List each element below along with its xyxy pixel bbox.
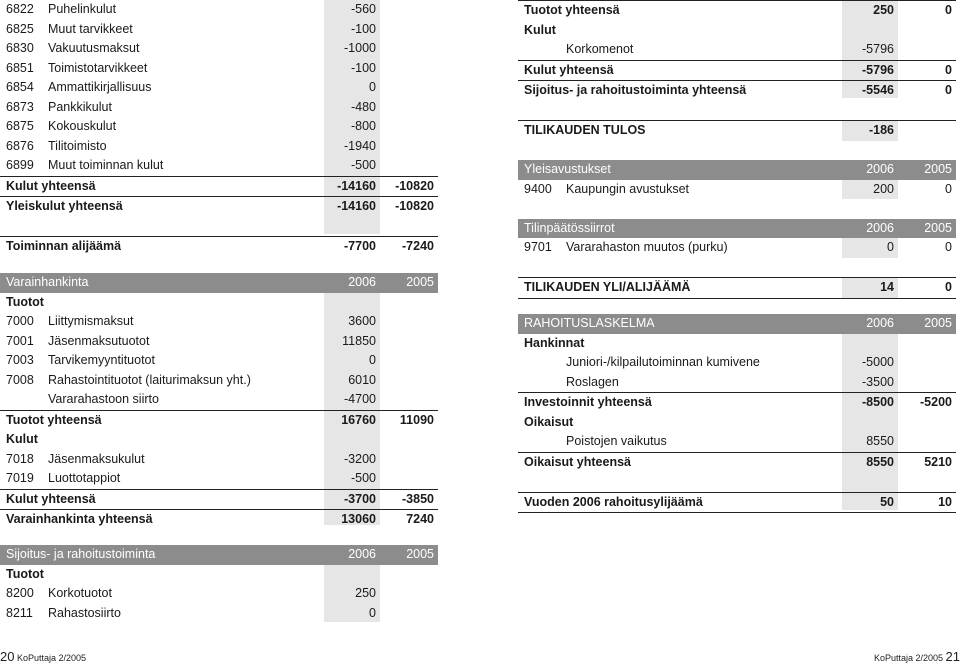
section-title: Yleisavustukset: [524, 162, 611, 176]
footer-left: [0, 649, 86, 664]
value-2006: 0: [369, 605, 376, 620]
value-2006: -5000: [862, 355, 894, 369]
row-label: Tuotot yhteensä: [524, 3, 620, 17]
expense-row: [0, 0, 438, 20]
left-expenses-table: [0, 0, 438, 257]
row-label: TILIKAUDEN TULOS: [524, 123, 646, 137]
value-2006: -100: [350, 60, 376, 75]
value-2006: 11850: [342, 333, 376, 348]
value-2006: -800: [350, 119, 376, 133]
tilinpaatossiirrot-row: [518, 238, 956, 258]
oikaisut-label-row: [518, 413, 956, 433]
value-2006: -100: [350, 21, 376, 36]
account-code: 7001: [6, 333, 34, 348]
year-2005: 2005: [924, 220, 952, 235]
row-name: Rahastointituotot (laiturimaksun yht.): [48, 372, 251, 387]
row-name: Kokouskulut: [48, 119, 117, 133]
account-code: 7008: [6, 372, 34, 387]
yleisavustukset-header: [518, 160, 956, 180]
tuotot-row: [0, 312, 438, 332]
expense-row: [0, 20, 438, 40]
page-number-left: 20: [0, 649, 15, 664]
row-label: TILIKAUDEN YLI/ALIJÄÄMÄ: [524, 280, 691, 294]
value-2006: -3700: [344, 491, 376, 506]
value-2006: -1940: [344, 138, 376, 153]
row-name: Puhelinkulut: [48, 2, 117, 16]
row-label: Tuotot yhteensä: [6, 412, 102, 427]
row-label: Varainhankinta yhteensä: [6, 512, 153, 526]
kulut-yhteensa-row: [518, 60, 956, 81]
footer-right: [874, 649, 960, 664]
hankinta-row: [518, 353, 956, 373]
account-code: 6873: [6, 99, 34, 114]
tilinpaatossiirrot-header: [518, 219, 956, 239]
spacer: [518, 258, 956, 278]
row-name: Tilitoimisto: [48, 138, 107, 153]
year-2005: 2005: [406, 275, 434, 289]
rahoituslaskelma-table: [518, 314, 956, 513]
korkomenot-row: [518, 40, 956, 60]
value-2006: -1000: [344, 41, 376, 55]
section-header: [0, 545, 438, 565]
section-title: Tilinpäätössiirrot: [524, 220, 615, 235]
account-code: 7018: [6, 451, 34, 466]
vuoden-rahoitusylijaama-row: [518, 492, 956, 514]
sijoitus-yhteensa-row: [518, 80, 956, 101]
account-code: 7019: [6, 471, 34, 485]
row-label: Vuoden 2006 rahoitusylijäämä: [524, 494, 703, 509]
spacer: [0, 217, 438, 237]
group-label: Oikaisut: [524, 414, 574, 429]
group-label: Kulut: [6, 432, 38, 446]
row-name: Liittymismaksut: [48, 314, 134, 328]
tuotot-row: [0, 371, 438, 391]
tuotot-label-row: [0, 293, 438, 313]
value-2006: -4700: [344, 392, 376, 406]
value-2005: -5200: [920, 395, 952, 409]
spacer: [518, 101, 956, 121]
row-name: Vararahastoon siirto: [48, 392, 159, 406]
row-label: Investoinnit yhteensä: [524, 395, 652, 409]
account-code: 6830: [6, 41, 34, 55]
tuotot-row: [0, 604, 438, 624]
investoinnit-yhteensa-row: [518, 392, 956, 413]
account-code: 8200: [6, 586, 34, 600]
spacer: [518, 141, 956, 161]
yleisavustukset-row: [518, 180, 956, 200]
section-title: Sijoitus- ja rahoitustoiminta: [6, 547, 156, 561]
expense-row: [0, 39, 438, 59]
oikaisu-row: [518, 432, 956, 452]
group-label: Kulut: [524, 22, 556, 37]
year-2006: 2006: [866, 220, 894, 235]
row-label: Kulut yhteensä: [6, 178, 96, 193]
value-2006: 8550: [866, 434, 894, 448]
account-code: 9400: [524, 181, 552, 196]
group-label: Tuotot: [6, 294, 44, 309]
value-2006: 6010: [348, 372, 376, 387]
row-name: Toimistotarvikkeet: [48, 60, 148, 75]
row-name: Pankkikulut: [48, 99, 112, 114]
row-name: Ammattikirjallisuus: [48, 80, 152, 94]
value-2006: 250: [873, 3, 894, 17]
right-results-table: [518, 0, 956, 299]
value-2006: -500: [350, 471, 376, 485]
year-2006: 2006: [348, 275, 376, 289]
value-2006: -8500: [862, 395, 894, 409]
account-code: 6899: [6, 158, 34, 172]
varainhankinta-yhteensa-row: [0, 509, 438, 530]
row-name: Korkomenot: [566, 42, 634, 56]
row-label: Kulut yhteensä: [524, 62, 614, 77]
value-2006: 0: [369, 80, 376, 94]
value-2006: 0: [369, 353, 376, 367]
value-2005: 0: [945, 62, 952, 77]
value-2006: 250: [355, 586, 376, 600]
value-2006: 16760: [341, 412, 376, 427]
expense-row: [0, 78, 438, 98]
account-code: 6825: [6, 21, 34, 36]
tuotot-yhteensa-row: [0, 410, 438, 431]
value-2005: -7240: [402, 239, 434, 253]
row-label: Sijoitus- ja rahoitustoiminta yhteensä: [524, 83, 747, 97]
tuotot-row: [0, 351, 438, 371]
year-2006: 2006: [866, 162, 894, 176]
row-name: Jäsenmaksutuotot: [48, 333, 150, 348]
value-2005: -10820: [395, 199, 434, 213]
value-2006: -7700: [344, 239, 376, 253]
value-2006: 50: [880, 494, 894, 509]
row-name: Rahastosiirto: [48, 605, 121, 620]
account-code: 7000: [6, 314, 34, 328]
year-2005: 2005: [406, 547, 434, 561]
expense-row: [0, 117, 438, 137]
value-2006: -14160: [337, 178, 376, 193]
row-label: Yleiskulut yhteensä: [6, 199, 123, 213]
value-2005: 0: [945, 240, 952, 254]
row-name: Tarvikemyyntituotot: [48, 353, 155, 367]
account-code: 6822: [6, 2, 34, 16]
ylijaama-row: [518, 277, 956, 299]
row-name: Vakuutusmaksut: [48, 41, 140, 55]
tilikauden-tulos-row: [518, 120, 956, 141]
account-code: 6875: [6, 119, 34, 133]
value-2006: 14: [880, 280, 894, 294]
tuotot-row: [0, 390, 438, 410]
value-2006: -480: [350, 99, 376, 114]
row-name: Poistojen vaikutus: [566, 434, 667, 448]
value-2005: 10: [938, 494, 952, 509]
value-2006: -3500: [862, 374, 894, 389]
value-2005: -10820: [395, 178, 434, 193]
value-2006: 200: [873, 181, 894, 196]
value-2006: -500: [350, 158, 376, 172]
account-code: 9701: [524, 240, 552, 254]
row-name: Vararahaston muutos (purku): [566, 240, 728, 254]
value-2006: -560: [350, 2, 376, 16]
publication-left: KoPuttaja 2/2005: [16, 653, 87, 663]
value-2006: 13060: [341, 512, 376, 526]
row-name: Korkotuotot: [48, 586, 112, 600]
account-code: 7003: [6, 353, 34, 367]
value-2005: 0: [945, 181, 952, 196]
yleiskulut-yhteensa-row: [0, 196, 438, 217]
value-2005: 0: [945, 83, 952, 97]
row-name: Jäsenmaksukulut: [48, 451, 145, 466]
value-2006: -5796: [862, 42, 894, 56]
page-number-right: 21: [945, 649, 960, 664]
year-2005: 2005: [924, 162, 952, 176]
group-label: Hankinnat: [524, 335, 585, 350]
row-label: Oikaisut yhteensä: [524, 454, 631, 469]
value-2006: -3200: [344, 451, 376, 466]
spacer: [518, 199, 956, 219]
row-name: Luottotappiot: [48, 471, 121, 485]
account-code: 6854: [6, 80, 34, 94]
row-label: Toiminnan alijäämä: [6, 239, 122, 253]
hankinnat-label-row: [518, 334, 956, 354]
row-name: Roslagen: [566, 374, 619, 389]
value-2006: 0: [887, 240, 894, 254]
value-2006: 8550: [866, 454, 894, 469]
value-2006: -5796: [862, 62, 894, 77]
oikaisut-yhteensa-row: [518, 452, 956, 473]
tuotot-yhteensa-row: [518, 0, 956, 21]
hankinta-row: [518, 373, 956, 393]
year-2006: 2006: [866, 316, 894, 330]
account-code: 6851: [6, 60, 34, 75]
sijoitus-tuotot-table: [0, 545, 438, 623]
expense-row: [0, 156, 438, 176]
kulut-label-row: [0, 430, 438, 450]
kulut-yhteensa-row: [0, 176, 438, 197]
section-title: RAHOITUSLASKELMA: [524, 316, 655, 330]
row-label: Kulut yhteensä: [6, 491, 96, 506]
year-2005: 2005: [924, 316, 952, 330]
value-2006: 3600: [348, 314, 376, 328]
value-2005: 5210: [924, 454, 952, 469]
expense-row: [0, 98, 438, 118]
account-code: 8211: [6, 605, 33, 620]
tuotot-row: [0, 584, 438, 604]
value-2005: 0: [945, 280, 952, 294]
value-2006: -5546: [862, 83, 894, 97]
value-2006: -186: [868, 123, 894, 137]
section-header: [0, 273, 438, 293]
group-label: Tuotot: [6, 566, 44, 581]
toiminnan-alijaama-row: [0, 236, 438, 257]
value-2006: -14160: [337, 199, 376, 213]
value-2005: 0: [945, 3, 952, 17]
spacer: [518, 472, 956, 492]
kulut-yhteensa-row: [0, 489, 438, 510]
expense-row: [0, 137, 438, 157]
kulut-row: [0, 450, 438, 470]
tuotot-label-row: [0, 565, 438, 585]
account-code: 6876: [6, 138, 34, 153]
row-name: Muut toiminnan kulut: [48, 158, 164, 172]
section-title: Varainhankinta: [6, 275, 89, 289]
value-2005: -3850: [402, 491, 434, 506]
value-2005: 7240: [406, 512, 434, 526]
row-name: Muut tarvikkeet: [48, 21, 133, 36]
kulut-label-row: [518, 21, 956, 41]
section-header: [518, 314, 956, 334]
year-2006: 2006: [348, 547, 376, 561]
value-2005: 11090: [399, 412, 434, 427]
expense-row: [0, 59, 438, 79]
publication-right: KoPuttaja 2/2005: [873, 653, 944, 663]
kulut-row: [0, 469, 438, 489]
row-name: Juniori-/kilpailutoiminnan kumivene: [566, 355, 760, 369]
row-name: Kaupungin avustukset: [566, 181, 690, 196]
tuotot-row: [0, 332, 438, 352]
varainhankinta-table: [0, 273, 438, 530]
